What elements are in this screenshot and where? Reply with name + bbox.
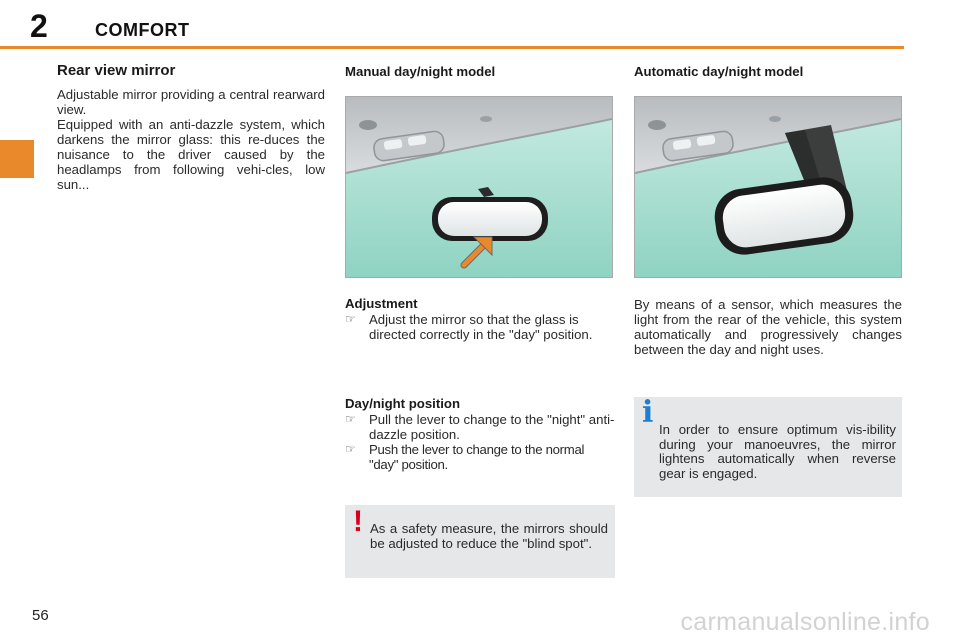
daynight-heading: Day/night position	[345, 396, 461, 411]
chapter-title: COMFORT	[95, 20, 190, 40]
info-icon: i	[642, 395, 654, 430]
pointing-hand-icon: ☞	[345, 442, 356, 456]
intro-paragraph-2: Equipped with an anti-dazzle system, which darkens the mirror glass: this re-duces the nuisance to the driver caused by the headlamps from following vehi-cles, low sun...	[57, 117, 325, 192]
pointing-hand-icon: ☞	[345, 412, 356, 426]
intro-paragraph-1: Adjustable mirror providing a central rearward view.	[57, 87, 325, 117]
adjustment-heading: Adjustment	[345, 296, 418, 311]
automatic-description: By means of a sensor, which measures the light from the rear of the vehicle, this system automatically and progressively changes between the day and night uses.	[634, 297, 902, 357]
automatic-mirror-illustration	[634, 96, 902, 278]
section-title: Rear view mirror	[57, 62, 176, 79]
adjustment-bullet: ☞ Adjust the mirror so that the glass is directed correctly in the "day" position.	[345, 312, 593, 342]
info-note	[634, 397, 902, 497]
daynight-bullet-1: ☞ Pull the lever to change to the "night" anti-dazzle position.	[345, 412, 615, 442]
warning-note-text: As a safety measure, the mirrors should be adjusted to reduce the "blind spot".	[370, 521, 608, 551]
header-rule	[0, 46, 904, 49]
exclamation-icon: !	[353, 505, 363, 538]
manual-model-heading: Manual day/night model	[345, 64, 496, 79]
daynight-bullet-2: ☞ Push the lever to change to the normal "day" position.	[345, 442, 585, 472]
page-number: 56	[32, 607, 49, 624]
manual-mirror-illustration	[345, 96, 613, 278]
warning-note	[345, 505, 615, 578]
watermark: carmanualsonline.info	[680, 608, 930, 636]
automatic-model-heading: Automatic day/night model	[634, 64, 804, 79]
chapter-side-tab	[0, 140, 34, 178]
pointing-hand-icon: ☞	[345, 312, 356, 326]
info-note-text: In order to ensure optimum vis-ibility during your manoeuvres, the mirror lightens automatically when reverse gear is engaged.	[659, 422, 896, 481]
chapter-number: 2	[30, 8, 48, 44]
